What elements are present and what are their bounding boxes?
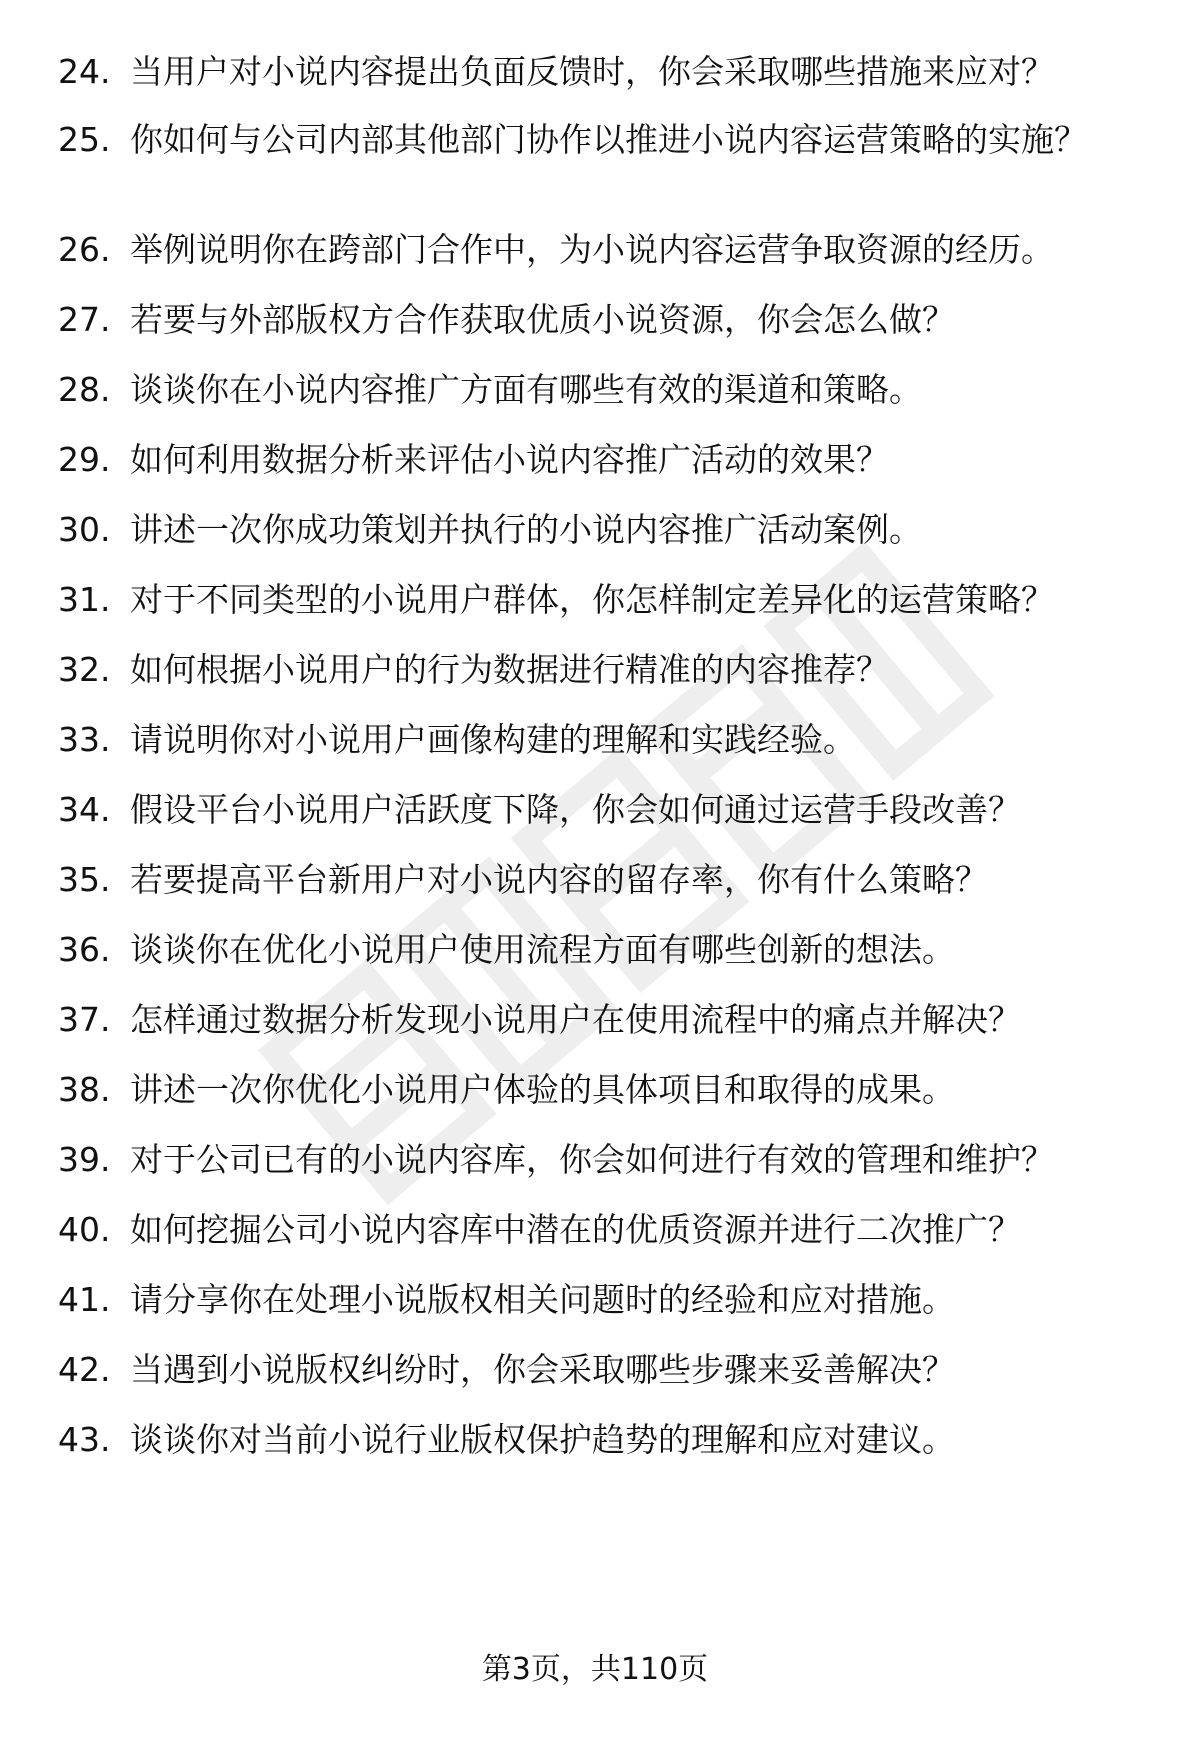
question-number: 33.	[58, 720, 111, 759]
question-text: 当遇到小说版权纠纷时，你会采取哪些步骤来妥善解决？	[130, 1350, 955, 1389]
question-text: 如何根据小说用户的行为数据进行精准的内容推荐？	[130, 650, 889, 689]
question-text: 谈谈你在优化小说用户使用流程方面有哪些创新的想法。	[130, 930, 955, 969]
question-number: 39.	[58, 1140, 111, 1179]
question-text: 假设平台小说用户活跃度下降，你会如何通过运营手段改善？	[130, 790, 1021, 829]
question-number: 28.	[58, 370, 111, 409]
question-number: 36.	[58, 930, 111, 969]
question-number: 35.	[58, 860, 111, 899]
question-text: 若要提高平台新用户对小说内容的留存率，你有什么策略？	[130, 860, 988, 899]
question-text: 你如何与公司内部其他部门协作以推进小说内容运营策略的实施？	[130, 120, 1087, 159]
question-number: 26.	[58, 230, 111, 269]
question-text: 若要与外部版权方合作获取优质小说资源，你会怎么做？	[130, 300, 955, 339]
question-text: 如何利用数据分析来评估小说内容推广活动的效果？	[130, 440, 889, 479]
question-text: 讲述一次你成功策划并执行的小说内容推广活动案例。	[130, 510, 922, 549]
question-text: 对于不同类型的小说用户群体，你怎样制定差异化的运营策略？	[130, 580, 1054, 619]
page-number-label: 第3页，共110页	[481, 1652, 709, 1687]
question-text: 举例说明你在跨部门合作中，为小说内容运营争取资源的经历。	[130, 230, 1054, 269]
question-text: 请分享你在处理小说版权相关问题时的经验和应对措施。	[130, 1280, 955, 1319]
question-number: 37.	[58, 1000, 111, 1039]
question-number: 38.	[58, 1070, 111, 1109]
question-number: 31.	[58, 580, 111, 619]
question-text: 怎样通过数据分析发现小说用户在使用流程中的痛点并解决？	[130, 1000, 1021, 1039]
question-number: 43.	[58, 1420, 111, 1459]
question-text: 如何挖掘公司小说内容库中潜在的优质资源并进行二次推广？	[130, 1210, 1021, 1249]
question-number: 27.	[58, 300, 111, 339]
question-text: 谈谈你对当前小说行业版权保护趋势的理解和应对建议。	[130, 1420, 955, 1459]
question-number: 41.	[58, 1280, 111, 1319]
question-number: 32.	[58, 650, 111, 689]
question-number: 34.	[58, 790, 111, 829]
question-number: 40.	[58, 1210, 111, 1249]
question-text: 对于公司已有的小说内容库，你会如何进行有效的管理和维护？	[130, 1140, 1054, 1179]
question-text: 请说明你对小说用户画像构建的理解和实践经验。	[130, 720, 856, 759]
question-text: 当用户对小说内容提出负面反馈时，你会采取哪些措施来应对？	[130, 52, 1054, 91]
page-footer	[0, 1650, 1190, 1690]
question-number: 24.	[58, 52, 111, 91]
question-number: 25.	[58, 120, 111, 159]
question-number: 42.	[58, 1350, 111, 1389]
question-number: 29.	[58, 440, 111, 479]
question-number: 30.	[58, 510, 111, 549]
question-text: 讲述一次你优化小说用户体验的具体项目和取得的成果。	[130, 1070, 955, 1109]
question-text: 谈谈你在小说内容推广方面有哪些有效的渠道和策略。	[130, 370, 922, 409]
